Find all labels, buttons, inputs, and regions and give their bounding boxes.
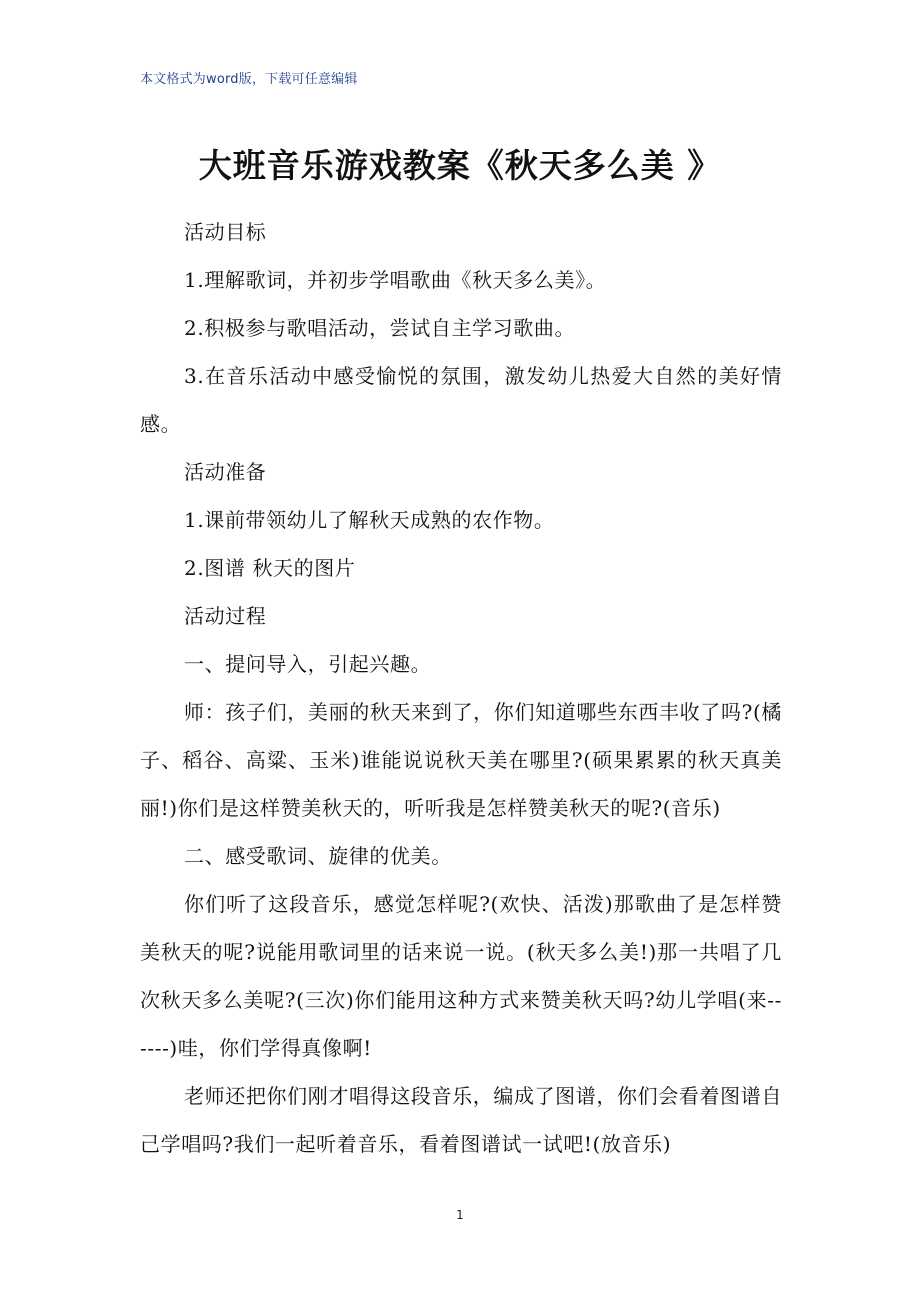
section-heading-process: 活动过程 (184, 604, 267, 628)
page-number: 1 (456, 1208, 464, 1222)
document-body (140, 208, 782, 1168)
process-step-1-text: 师：孩子们，美丽的秋天来到了，你们知道哪些东西丰收了吗?(橘子、稻谷、高粱、玉米)谁能说说秋天美在哪里?(硕果累累的秋天真美丽!)你们是这样赞美秋天的，听听我是怎样赞美秋天的呢?(音乐) (140, 700, 782, 820)
process-step-1-heading: 一、提问导入，引起兴趣。 (184, 652, 432, 676)
header-note: 本文格式为word版，下载可任意编辑 (140, 72, 358, 87)
preparation-item-1: 1.课前带领幼儿了解秋天成熟的农作物。 (184, 508, 555, 532)
document-title: 大班音乐游戏教案《秋天多么美 》 (198, 146, 722, 185)
process-step-2-heading: 二、感受歌词、旋律的优美。 (184, 844, 452, 868)
process-step-2-text: 你们听了这段音乐，感觉怎样呢?(欢快、活泼)那歌曲了是怎样赞美秋天的呢?说能用歌词里的话来说一说。(秋天多么美!)那一共唱了几次秋天多么美呢?(三次)你们能用这种方式来赞美秋天吗?幼儿学唱(来------)哇，你们学得真像啊! (140, 892, 782, 1060)
process-step-2-text-cont: 老师还把你们刚才唱得这段音乐，编成了图谱，你们会看着图谱自己学唱吗?我们一起听着音乐，看着图谱试一试吧!(放音乐) (140, 1084, 782, 1156)
preparation-item-2: 2.图谱 秋天的图片 (184, 556, 356, 580)
section-heading-preparation: 活动准备 (184, 460, 267, 484)
goal-item-3: 3.在音乐活动中感受愉悦的氛围，激发幼儿热爱大自然的美好情感。 (140, 364, 782, 436)
goal-item-2: 2.积极参与歌唱活动，尝试自主学习歌曲。 (184, 316, 576, 340)
goal-item-1: 1.理解歌词，并初步学唱歌曲《秋天多么美》。 (184, 268, 607, 292)
section-heading-goals: 活动目标 (184, 220, 267, 244)
